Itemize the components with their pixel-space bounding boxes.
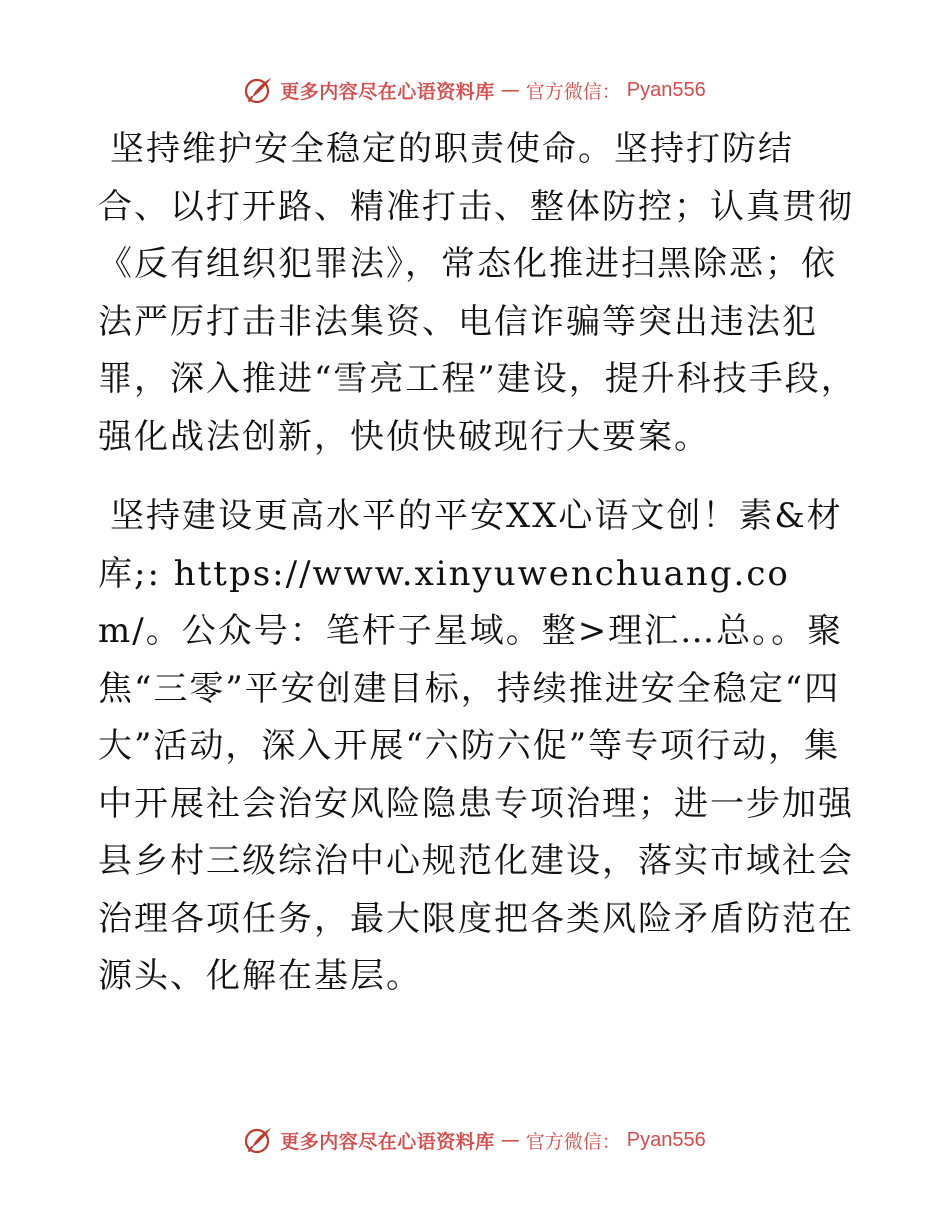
footer-banner-content bbox=[244, 1125, 706, 1155]
quill-pen-logo-icon bbox=[244, 75, 274, 105]
header-banner-content bbox=[244, 75, 706, 105]
footer-banner bbox=[0, 1122, 950, 1158]
quill-pen-logo-icon bbox=[244, 1125, 274, 1155]
header-banner bbox=[0, 72, 950, 108]
banner-wechat-id: Pyan556 bbox=[626, 78, 706, 101]
document-body bbox=[98, 121, 858, 1006]
banner-slogan: 更多内容尽在心语资料库 bbox=[280, 80, 495, 103]
banner-dash: — bbox=[500, 79, 520, 101]
banner-wechat-label: 官方微信： bbox=[525, 80, 621, 103]
paragraph-safety-duty: 坚持维护安全稳定的职责使命。坚持打防结合、以打开路、精准打击、整体防控；认真贯彻《反有组织犯罪法》，常态化推进扫黑除恶；依法严厉打击非法集资、电信诈骗等突出违法犯罪，深入推进“雪亮工程”建设，提升科技手段，强化战法创新，快侦快破现行大要案。 bbox=[98, 129, 857, 457]
banner-dash: — bbox=[500, 1129, 520, 1151]
paragraph-safe-construction: 坚持建设更高水平的平安XX心语文创！素&材库;: https://www.xinyuwenchuang.com/。公众号：笔杆子星域。整>理汇…总。。聚焦“三零”平安创建目标，持续推进安全稳定“四大”活动，深入开展“六防六促”等专项行动，集中开展社会治安风险隐患专项治理；进一步加强县乡村三级综治中心规范化建设，落实市域社会治理各项任务，最大限度把各类风险矛盾防范在源头、化解在基层。 bbox=[98, 496, 854, 996]
banner-slogan: 更多内容尽在心语资料库 bbox=[280, 1130, 495, 1153]
banner-wechat-id: Pyan556 bbox=[626, 1128, 706, 1151]
banner-wechat-label: 官方微信： bbox=[525, 1130, 621, 1153]
